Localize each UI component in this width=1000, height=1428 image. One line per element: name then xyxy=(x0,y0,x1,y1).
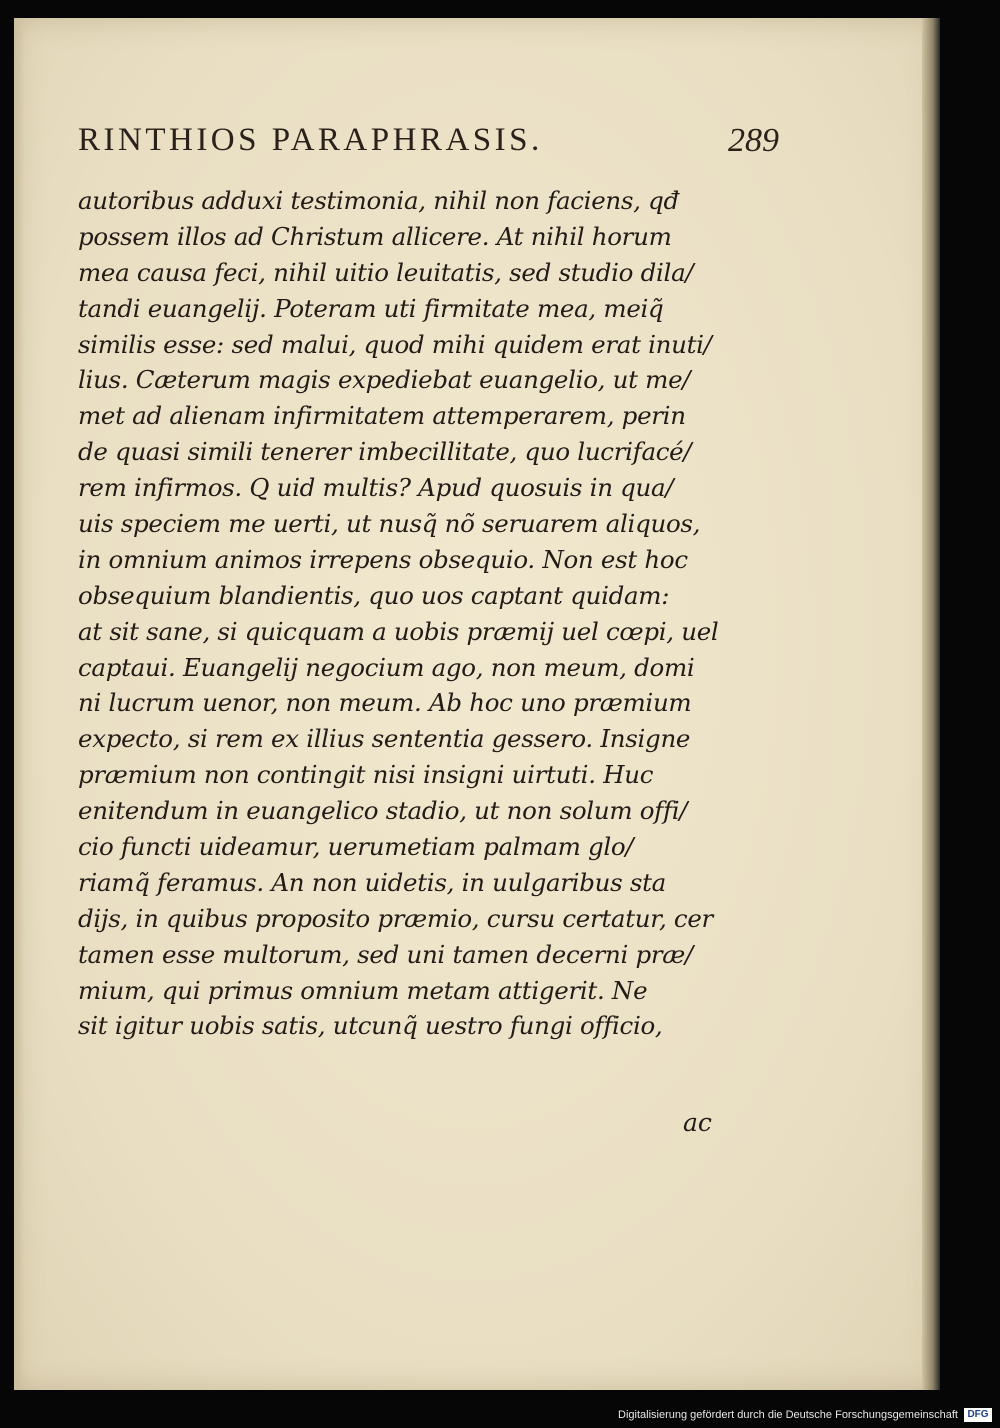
page-header xyxy=(78,122,838,166)
text-line: in omnium animos irrepens obsequio. Non est hoc xyxy=(78,544,688,574)
text-line: met ad alienam infirmitatem attemperarem, perin xyxy=(78,401,686,431)
text-line: enitendum in euangelico stadio, ut non solum offi/ xyxy=(78,796,688,826)
text-line: mium, qui primus omnium metam attigerit. Ne xyxy=(78,975,648,1005)
running-head: RINTHIOS PARAPHRASIS. xyxy=(78,122,543,158)
text-line: obsequium blandientis, quo uos captant quidam: xyxy=(78,580,670,610)
text-line: similis esse: sed malui, quod mihi quidem erat inuti/ xyxy=(78,329,712,359)
text-line: cio functi uideamur, uerumetiam palmam glo/ xyxy=(78,832,634,862)
page-fore-edge xyxy=(922,18,940,1390)
text-line: tamen esse multorum, sed uni tamen decerni præ/ xyxy=(78,939,693,969)
dfg-logo-icon: DFG xyxy=(964,1408,992,1422)
text-line: lius. Cæterum magis expediebat euangelio, ut me/ xyxy=(78,365,691,395)
text-line: rem infirmos. Q uid multis? Apud quosuis in qua/ xyxy=(78,473,674,503)
page-gutter-shadow xyxy=(14,18,24,1390)
text-line: at sit sane, si quicquam a uobis præmij uel cœpi, uel xyxy=(78,616,719,646)
text-line: sit igitur uobis satis, utcunq̃ uestro fungi officio, xyxy=(78,1011,663,1041)
text-line: expecto, si rem ex illius sententia gessero. Insigne xyxy=(78,724,691,754)
digitization-credit: Digitalisierung gefördert durch die Deutsche Forschungsgemeinschaft xyxy=(618,1409,958,1421)
text-line: ni lucrum uenor, non meum. Ab hoc uno præmium xyxy=(78,688,692,718)
text-line: possem illos ad Christum allicere. At nihil horum xyxy=(78,221,672,251)
text-line: riamq̃ feramus. An non uidetis, in uulgaribus sta xyxy=(78,867,666,897)
body-text xyxy=(78,183,718,1044)
text-line: uis speciem me uerti, ut nusq̃ nõ seruarem aliquos, xyxy=(78,509,701,539)
text-line: autoribus adduxi testimonia, nihil non faciens, qđ xyxy=(78,186,679,215)
text-line: dijs, in quibus proposito præmio, cursu certatur, cer xyxy=(78,903,713,933)
text-line: tandi euangelij. Poteram uti firmitate mea, meiq̃ xyxy=(78,293,664,323)
text-line: de quasi simili tenerer imbecillitate, quo lucrifacé/ xyxy=(78,437,692,467)
page-number: 289 xyxy=(728,122,779,159)
text-line: mea causa feci, nihil uitio leuitatis, sed studio dila/ xyxy=(78,257,694,287)
text-line: captaui. Euangelij negocium ago, non meum, domi xyxy=(78,652,695,682)
catchword: ac xyxy=(683,1108,712,1137)
text-line: præmium non contingit nisi insigni uirtuti. Huc xyxy=(78,760,654,790)
